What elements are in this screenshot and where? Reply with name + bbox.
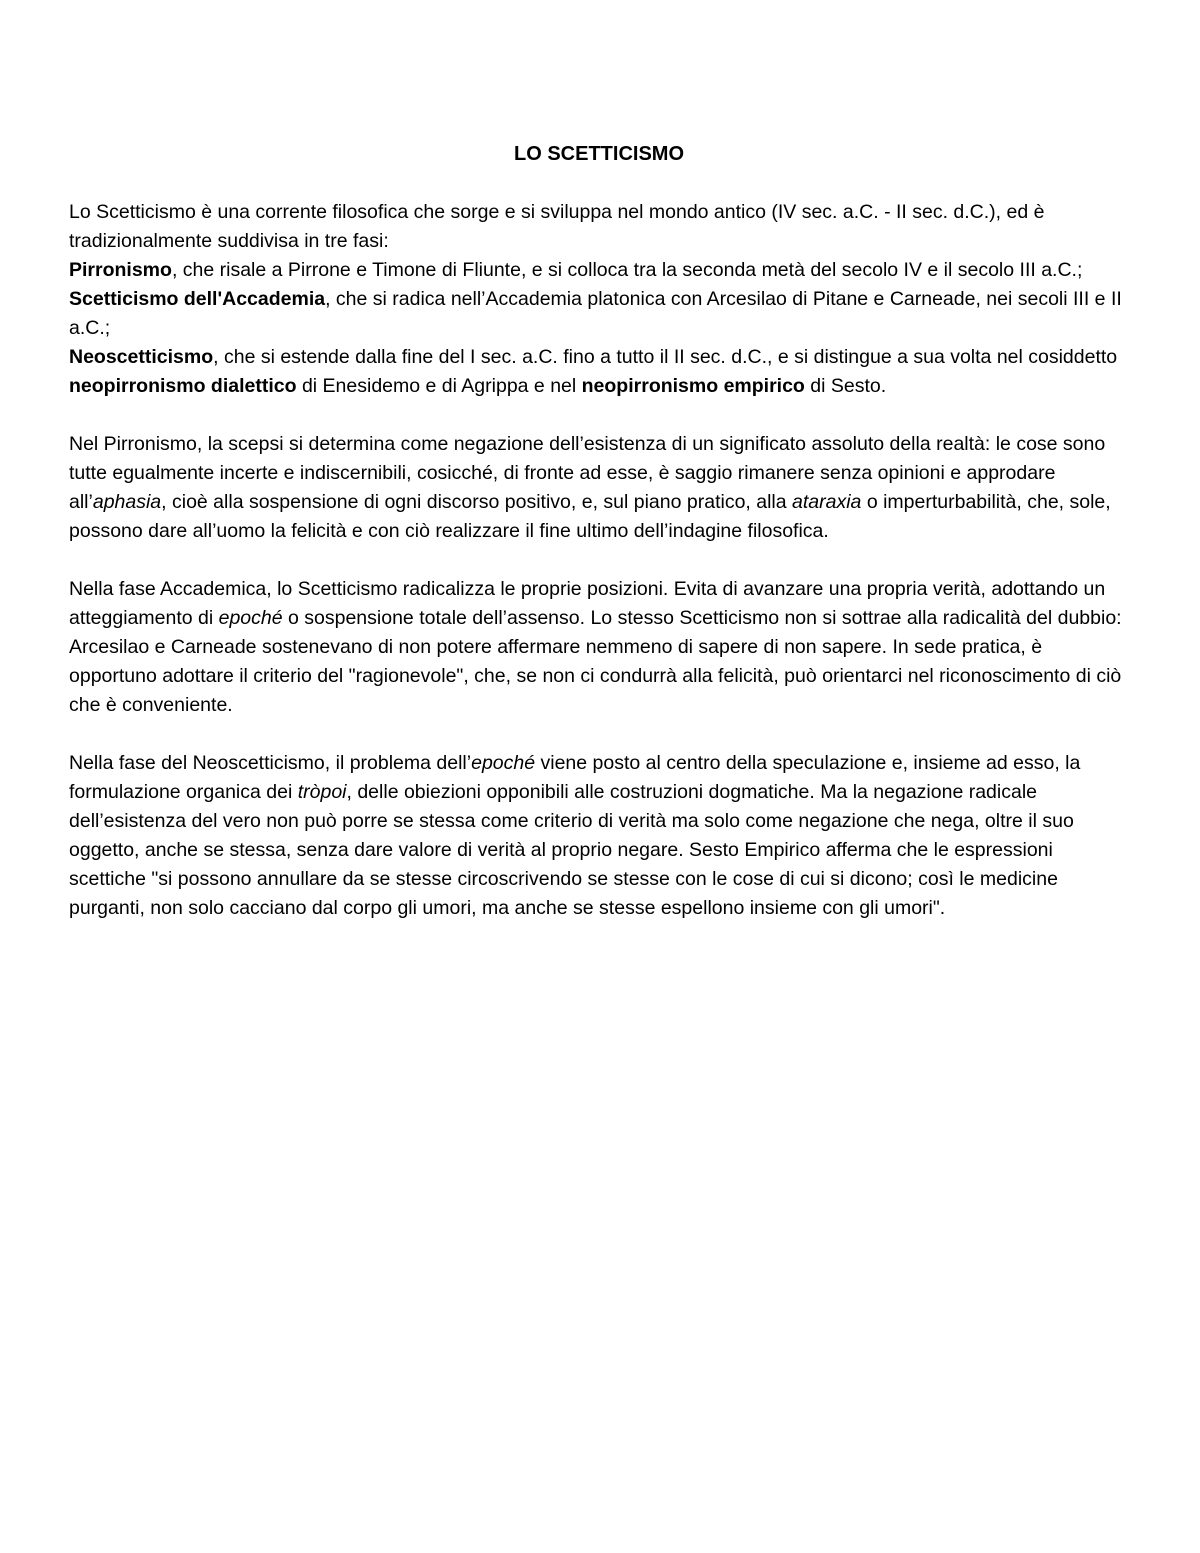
phase-text: di Sesto. [804,375,887,397]
phase-neoscetticismo [69,343,1129,401]
body-text: Nel Pirronismo, la scepsi si determina come negazione dell’esistenza di un significato assoluto della realtà: le cose sono tutte egualmente incerte e indiscernibili, cosicché, di fronte ad esse, è saggio rimanere senza opinioni e approdare all’ [69,433,1106,513]
term-italic: tròpoi [297,781,347,803]
term-italic: epoché [471,752,536,774]
phase-name: Neoscetticismo [69,346,214,368]
intro-paragraph [69,198,1129,256]
paragraph-accademia [69,575,1129,720]
paragraph-gap [69,546,1129,575]
body-text: Nella fase Accademica, lo Scetticismo radicalizza le proprie posizioni. Evita di avanzare una propria verità, adottando un atteggiamento di [69,578,1106,629]
phase-pirronismo [69,256,1129,285]
body-text: , delle obiezioni opponibili alle costruzioni dogmatiche. Ma la negazione radicale dell’esistenza del vero non può porre se stessa come criterio di verità ma solo come negazione che nega, oltre il suo oggetto, anche se stessa, senza dare valore di verità al proprio negare. Sesto Empirico afferma che le espressioni scettiche "si possono annullare da se stesse circoscrivendo se stesse con le cose di cui si dicono; così le medicine purganti, non solo cacciano dal corpo gli umori, ma anche se stesse espellono insieme con gli umori". [69,781,1074,919]
document-title: LO SCETTICISMO [514,143,684,165]
term-bold: neopirronismo empirico [581,375,805,397]
phase-text: , che si radica nell’Accademia platonica con Arcesilao di Pitane e Carneade, nei secoli III e II a.C.; [69,288,1122,339]
phase-name: Pirronismo [69,259,172,281]
body-text: viene posto al centro della speculazione e, insieme ad esso, la formulazione organica dei [69,752,1081,803]
phase-accademia [69,285,1129,343]
term-italic: ataraxia [792,491,862,513]
paragraph-pirronismo [69,430,1129,546]
document-page [69,140,1129,923]
intro-text: Lo Scetticismo è una corrente filosofica che sorge e si sviluppa nel mondo antico (IV sec. a.C. - II sec. d.C.), ed è tradizionalmente suddivisa in tre fasi: [69,201,1045,252]
phase-name: Scetticismo dell'Accademia [69,288,326,310]
term-italic: epoché [218,607,283,629]
term-bold: neopirronismo dialettico [69,375,297,397]
body-text: Nella fase del Neoscetticismo, il problema dell’ [69,752,472,774]
paragraph-neoscetticismo [69,749,1129,923]
body-text: , cioè alla sospensione di ogni discorso positivo, e, sul piano pratico, alla [161,491,793,513]
term-italic: aphasia [92,491,162,513]
phase-text: , che si estende dalla fine del I sec. a.C. fino a tutto il II sec. d.C., e si distingue a sua volta nel cosiddetto [213,346,1118,368]
body-text: o imperturbabilità, che, sole, possono dare all’uomo la felicità e con ciò realizzare il fine ultimo dell’indagine filosofica. [69,491,1111,542]
paragraph-gap [69,720,1129,749]
paragraph-gap [69,401,1129,430]
phase-text: di Enesidemo e di Agrippa e nel [296,375,582,397]
phase-text: , che risale a Pirrone e Timone di Fliunte, e si colloca tra la seconda metà del secolo IV e il secolo III a.C.; [171,259,1083,281]
body-text: o sospensione totale dell’assenso. Lo stesso Scetticismo non si sottrae alla radicalità del dubbio: Arcesilao e Carneade sostenevano di non potere affermare nemmeno di sapere di non sapere. In sede pratica, è opportuno adottare il criterio del "ragionevole", che, se non ci condurrà alla felicità, può orientarci nel riconoscimento di ciò che è conveniente. [69,607,1122,716]
